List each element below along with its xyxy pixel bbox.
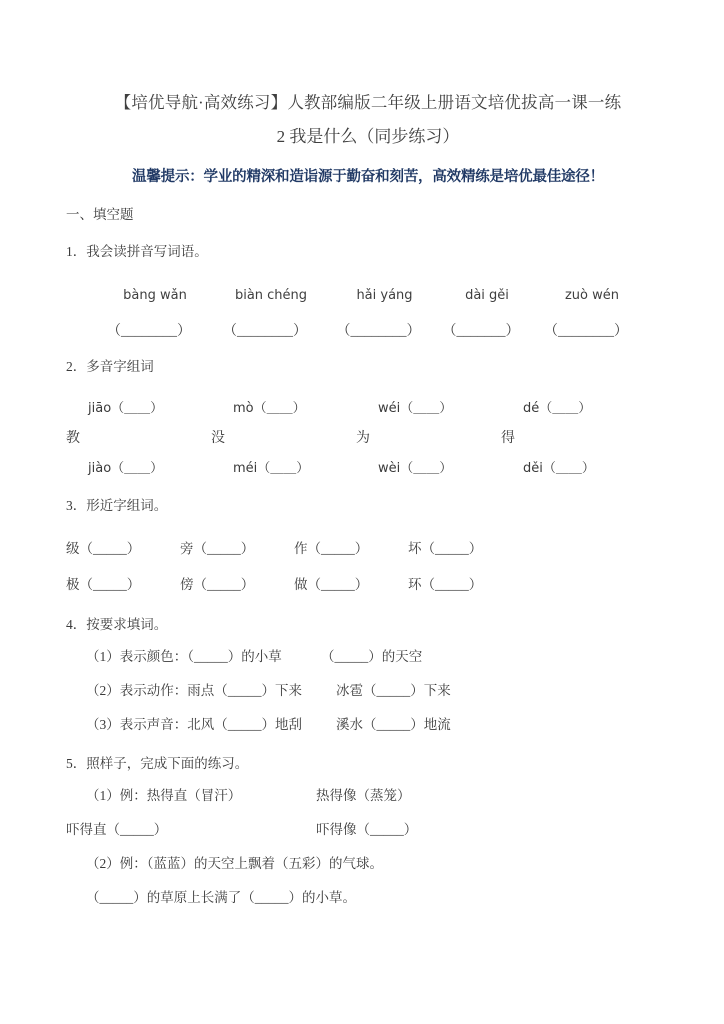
question-3-top-row [66, 531, 670, 567]
pinyin-cell: biàn chéng [234, 288, 308, 303]
answer-blank[interactable]: děi（＿＿） [523, 461, 595, 476]
question-2-top-pinyin-row [66, 394, 670, 424]
answer-blank[interactable]: （________） [107, 324, 191, 339]
polyphonic-character: 为 [356, 431, 370, 446]
question-4-heading: 4．按要求填词。 [66, 617, 168, 632]
answer-blank[interactable]: （_______） [442, 324, 520, 339]
item-label: （1）表示颜色： [86, 649, 188, 664]
question-1-pinyin-row [66, 283, 670, 309]
answer-blank[interactable]: （_____）的小草 [187, 649, 282, 664]
polyphonic-character: 教 [66, 431, 80, 446]
polyphonic-character: 没 [211, 431, 225, 446]
item-label-and-left [86, 640, 321, 674]
page-subtitle: 2 我是什么（同步练习） [276, 127, 460, 146]
answer-blank[interactable]: （_____）的天空 [321, 649, 423, 664]
answer-blank[interactable]: （________） [544, 324, 628, 339]
pinyin-cell: bàng wǎn [123, 288, 187, 303]
answer-blank[interactable]: 吓得像（_____） [316, 822, 418, 837]
example-right: 热得像（蒸笼） [316, 788, 411, 803]
question-5-answer-1 [66, 813, 670, 847]
question-1-heading: 1．我会读拼音写词语。 [66, 244, 208, 259]
section-heading: 一、填空题 [66, 207, 134, 222]
answer-blank[interactable]: mò（＿＿） [233, 401, 306, 416]
answer-blank[interactable]: （________） [223, 324, 307, 339]
answer-blank[interactable]: 旁（_____） [180, 541, 255, 556]
pinyin-cell: hǎi yáng [356, 288, 413, 303]
answer-blank[interactable]: 极（_____） [66, 577, 141, 592]
question-2-heading: 2．多音字组词 [66, 359, 154, 374]
question-3-heading: 3．形近字组词。 [66, 498, 168, 513]
answer-blank[interactable]: dé（＿＿） [523, 401, 592, 416]
answer-blank[interactable]: 傍（_____） [180, 577, 255, 592]
question-5-example-1 [66, 779, 670, 813]
question-5-body [66, 779, 670, 915]
answer-blank[interactable]: 北风（_____）地刮 [187, 717, 302, 732]
question-3-bottom-row [66, 567, 670, 603]
question-5-example-2: （2）例：（蓝蓝）的天空上飘着（五彩）的气球。 [86, 856, 383, 871]
answer-blank[interactable]: 坏（_____） [408, 541, 483, 556]
answer-blank[interactable]: （________） [336, 324, 421, 339]
answer-blank[interactable]: wéi（＿＿） [378, 401, 453, 416]
item-label-and-left [86, 708, 336, 742]
answer-blank[interactable]: 级（_____） [66, 541, 141, 556]
question-3-body [66, 531, 670, 603]
item-label: （3）表示声音： [86, 717, 188, 732]
item-label-and-left [86, 674, 336, 708]
answer-blank[interactable]: 冰雹（_____）下来 [336, 683, 451, 698]
answer-blank[interactable]: 溪水（_____）地流 [336, 717, 451, 732]
answer-blank[interactable]: jiào（＿＿） [88, 461, 164, 476]
answer-blank[interactable]: wèi（＿＿） [378, 461, 453, 476]
answer-blank[interactable]: 作（_____） [294, 541, 369, 556]
answer-blank[interactable]: 雨点（_____）下来 [187, 683, 302, 698]
question-2-character-row [66, 424, 670, 454]
pinyin-cell: zuò wén [564, 288, 620, 303]
question-4-item [66, 640, 670, 674]
question-5-answer-2[interactable]: （_____）的草原上长满了（_____）的小草。 [86, 890, 356, 905]
answer-blank[interactable]: jiāo（＿＿） [88, 401, 164, 416]
item-label: （2）表示动作： [86, 683, 188, 698]
answer-blank[interactable]: 做（_____） [294, 577, 369, 592]
question-4-item [66, 708, 670, 742]
answer-blank[interactable]: 吓得直（_____） [66, 822, 168, 837]
question-5-heading: 5．照样子，完成下面的练习。 [66, 756, 249, 771]
page-title: 【培优导航·高效练习】人教部编版二年级上册语文培优拔高一课一练 [114, 93, 622, 112]
answer-blank[interactable]: 环（_____） [408, 577, 483, 592]
question-2-bottom-pinyin-row [66, 454, 670, 484]
question-2-body [66, 394, 670, 484]
question-4-item [66, 674, 670, 708]
pinyin-cell: dài gěi [465, 288, 509, 303]
answer-blank[interactable]: méi（＿＿） [233, 461, 310, 476]
tip-line: 温馨提示：学业的精深和造诣源于勤奋和刻苦，高效精练是培优最佳途径！ [132, 169, 604, 185]
example-label: （1）例：热得直（冒汗） [86, 788, 242, 803]
question-1-answer-row [66, 319, 670, 345]
polyphonic-character: 得 [501, 431, 515, 446]
question-4-body [66, 640, 670, 742]
